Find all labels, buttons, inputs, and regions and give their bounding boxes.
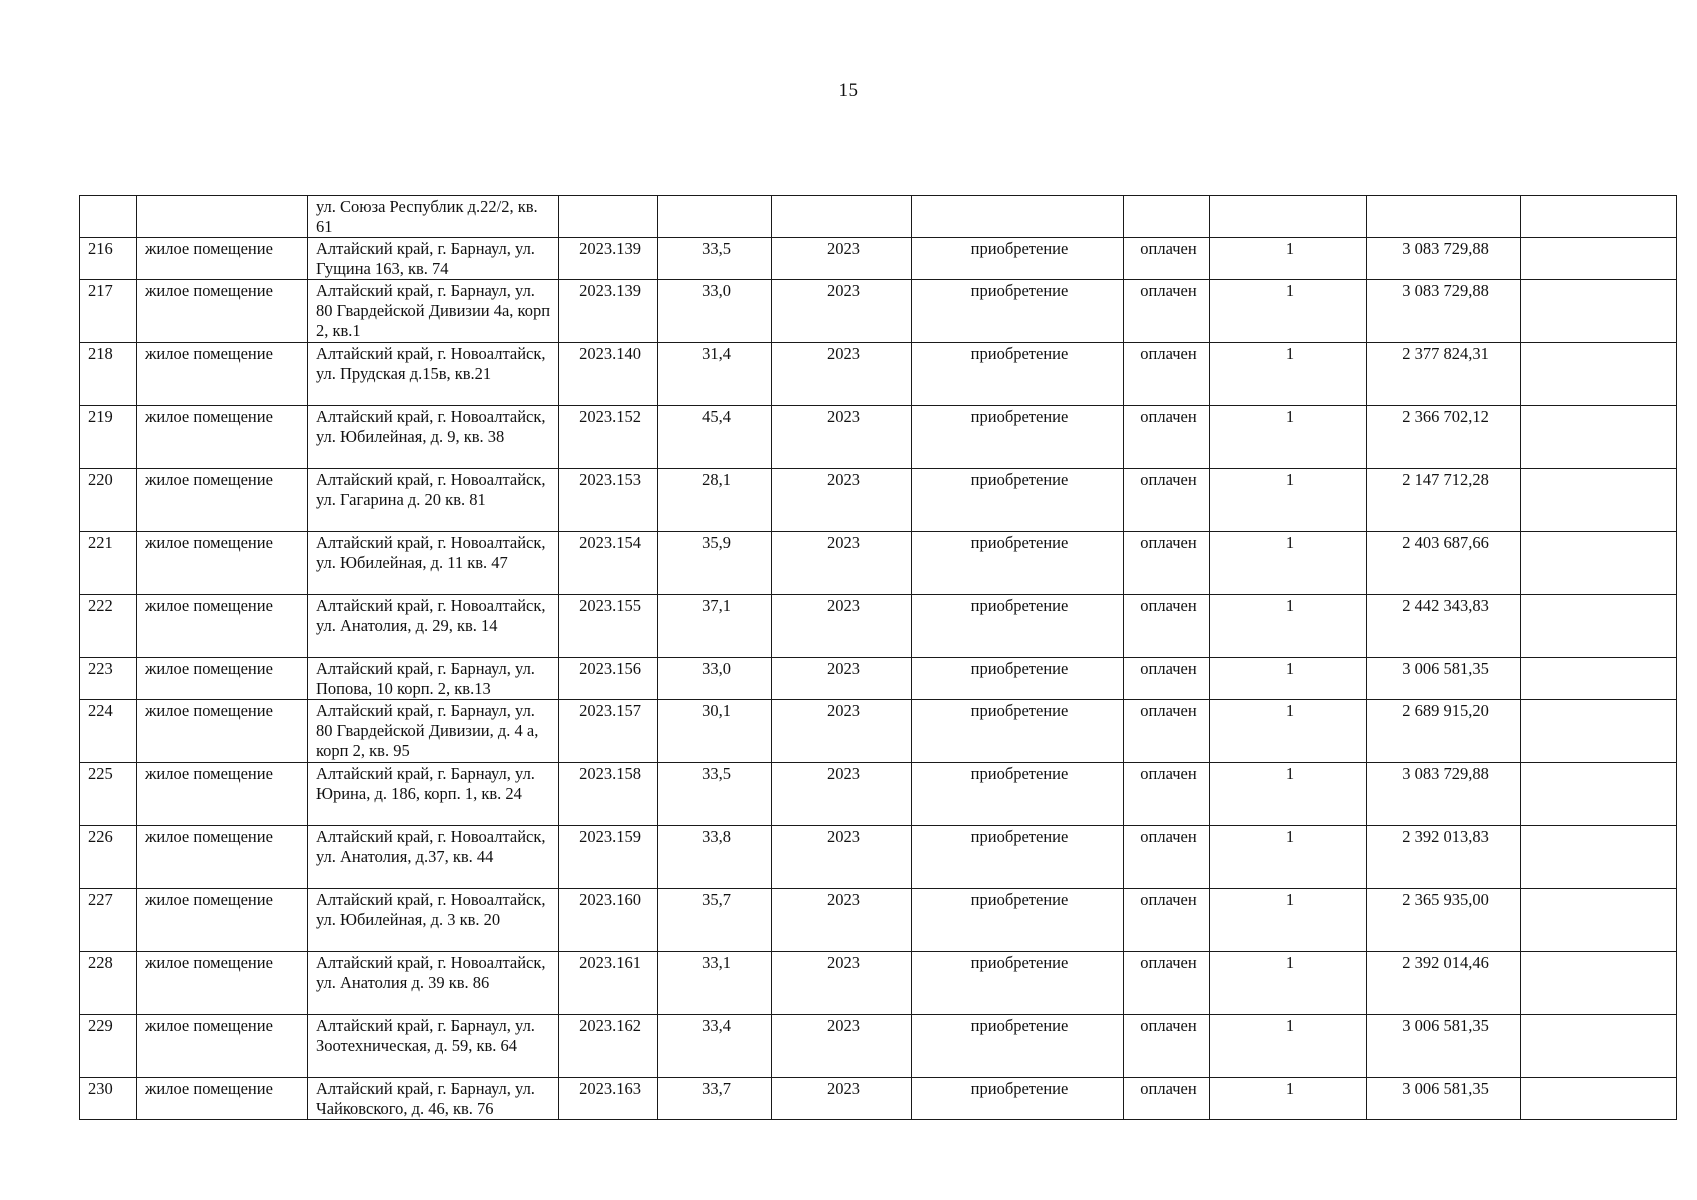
cell-note (1521, 658, 1677, 700)
cell-status: оплачен (1124, 406, 1210, 469)
table-row (80, 1015, 1677, 1078)
cell-area: 35,9 (658, 532, 772, 595)
cell-num: 227 (80, 889, 137, 952)
cell-status: оплачен (1124, 952, 1210, 1015)
cell-sum: 3 083 729,88 (1367, 763, 1521, 826)
cell-qty: 1 (1210, 763, 1367, 826)
cell-basis: приобретение (912, 469, 1124, 532)
cell-num: 218 (80, 343, 137, 406)
cell-year: 2023 (772, 826, 912, 889)
cell-note (1521, 1015, 1677, 1078)
cell-num: 220 (80, 469, 137, 532)
cell-code: 2023.154 (559, 532, 658, 595)
cell-sum: 2 365 935,00 (1367, 889, 1521, 952)
cell-code: 2023.153 (559, 469, 658, 532)
cell-basis: приобретение (912, 343, 1124, 406)
cell-status: оплачен (1124, 658, 1210, 700)
cell-note (1521, 343, 1677, 406)
cell-qty: 1 (1210, 889, 1367, 952)
cell-year: 2023 (772, 658, 912, 700)
table-row (80, 343, 1677, 406)
cell-address: Алтайский край, г. Новоалтайск, ул. Гагарина д. 20 кв. 81 (308, 469, 559, 532)
cell-qty: 1 (1210, 826, 1367, 889)
table-row (80, 952, 1677, 1015)
cell-note (1521, 196, 1677, 238)
cell-num: 226 (80, 826, 137, 889)
cell-qty: 1 (1210, 658, 1367, 700)
cell-year: 2023 (772, 406, 912, 469)
cell-basis: приобретение (912, 763, 1124, 826)
cell-note (1521, 763, 1677, 826)
cell-status: оплачен (1124, 700, 1210, 763)
cell-year: 2023 (772, 763, 912, 826)
cell-sum: 2 392 013,83 (1367, 826, 1521, 889)
table-row (80, 763, 1677, 826)
cell-year: 2023 (772, 280, 912, 343)
table-row (80, 658, 1677, 700)
cell-year: 2023 (772, 1015, 912, 1078)
cell-area: 33,1 (658, 952, 772, 1015)
cell-status: оплачен (1124, 1078, 1210, 1120)
cell-qty: 1 (1210, 280, 1367, 343)
cell-num: 225 (80, 763, 137, 826)
cell-num (80, 196, 137, 238)
cell-code: 2023.152 (559, 406, 658, 469)
cell-note (1521, 889, 1677, 952)
cell-note (1521, 406, 1677, 469)
cell-address: Алтайский край, г. Барнаул, ул. Чайковского, д. 46, кв. 76 (308, 1078, 559, 1120)
cell-address: Алтайский край, г. Новоалтайск, ул. Юбилейная, д. 11 кв. 47 (308, 532, 559, 595)
cell-year: 2023 (772, 595, 912, 658)
cell-address: ул. Союза Республик д.22/2, кв. 61 (308, 196, 559, 238)
cell-num: 223 (80, 658, 137, 700)
table-row (80, 280, 1677, 343)
cell-note (1521, 595, 1677, 658)
cell-type: жилое помещение (137, 238, 308, 280)
cell-area: 37,1 (658, 595, 772, 658)
cell-sum: 2 403 687,66 (1367, 532, 1521, 595)
cell-status: оплачен (1124, 889, 1210, 952)
cell-address: Алтайский край, г. Новоалтайск, ул. Анатолия, д. 29, кв. 14 (308, 595, 559, 658)
cell-sum: 2 689 915,20 (1367, 700, 1521, 763)
cell-year: 2023 (772, 952, 912, 1015)
cell-code: 2023.162 (559, 1015, 658, 1078)
cell-address: Алтайский край, г. Барнаул, ул. Юрина, д. 186, корп. 1, кв. 24 (308, 763, 559, 826)
cell-num: 219 (80, 406, 137, 469)
property-registry-table (79, 195, 1677, 1120)
cell-basis: приобретение (912, 1078, 1124, 1120)
cell-code: 2023.159 (559, 826, 658, 889)
cell-note (1521, 469, 1677, 532)
cell-basis: приобретение (912, 1015, 1124, 1078)
cell-num: 230 (80, 1078, 137, 1120)
cell-status: оплачен (1124, 763, 1210, 826)
cell-qty: 1 (1210, 952, 1367, 1015)
cell-status (1124, 196, 1210, 238)
cell-sum: 3 006 581,35 (1367, 658, 1521, 700)
cell-address: Алтайский край, г. Барнаул, ул. Гущина 163, кв. 74 (308, 238, 559, 280)
cell-type: жилое помещение (137, 658, 308, 700)
cell-qty: 1 (1210, 343, 1367, 406)
cell-address: Алтайский край, г. Новоалтайск, ул. Юбилейная, д. 3 кв. 20 (308, 889, 559, 952)
cell-address: Алтайский край, г. Новоалтайск, ул. Анатолия д. 39 кв. 86 (308, 952, 559, 1015)
table-row (80, 826, 1677, 889)
cell-sum: 3 083 729,88 (1367, 280, 1521, 343)
cell-code: 2023.163 (559, 1078, 658, 1120)
cell-qty: 1 (1210, 595, 1367, 658)
cell-code: 2023.161 (559, 952, 658, 1015)
cell-sum: 2 377 824,31 (1367, 343, 1521, 406)
cell-num: 222 (80, 595, 137, 658)
cell-type: жилое помещение (137, 406, 308, 469)
cell-num: 224 (80, 700, 137, 763)
cell-type: жилое помещение (137, 826, 308, 889)
cell-note (1521, 1078, 1677, 1120)
cell-note (1521, 952, 1677, 1015)
cell-basis (912, 196, 1124, 238)
cell-area (658, 196, 772, 238)
table-row (80, 700, 1677, 763)
table-row (80, 469, 1677, 532)
table-row-continuation (80, 196, 1677, 238)
cell-num: 217 (80, 280, 137, 343)
cell-year: 2023 (772, 343, 912, 406)
cell-qty: 1 (1210, 406, 1367, 469)
cell-qty: 1 (1210, 1015, 1367, 1078)
table-row (80, 1078, 1677, 1120)
cell-basis: приобретение (912, 826, 1124, 889)
cell-status: оплачен (1124, 238, 1210, 280)
cell-sum: 3 006 581,35 (1367, 1015, 1521, 1078)
cell-qty: 1 (1210, 700, 1367, 763)
cell-type: жилое помещение (137, 280, 308, 343)
cell-status: оплачен (1124, 469, 1210, 532)
cell-status: оплачен (1124, 532, 1210, 595)
cell-type: жилое помещение (137, 889, 308, 952)
cell-code: 2023.157 (559, 700, 658, 763)
cell-year: 2023 (772, 532, 912, 595)
cell-code: 2023.160 (559, 889, 658, 952)
cell-code: 2023.139 (559, 280, 658, 343)
table-row (80, 532, 1677, 595)
cell-type: жилое помещение (137, 532, 308, 595)
cell-type: жилое помещение (137, 343, 308, 406)
cell-basis: приобретение (912, 952, 1124, 1015)
cell-basis: приобретение (912, 700, 1124, 763)
cell-area: 45,4 (658, 406, 772, 469)
cell-type: жилое помещение (137, 1015, 308, 1078)
cell-note (1521, 238, 1677, 280)
table-row (80, 889, 1677, 952)
cell-type: жилое помещение (137, 952, 308, 1015)
cell-qty: 1 (1210, 532, 1367, 595)
cell-address: Алтайский край, г. Новоалтайск, ул. Прудская д.15в, кв.21 (308, 343, 559, 406)
cell-sum: 2 366 702,12 (1367, 406, 1521, 469)
cell-status: оплачен (1124, 826, 1210, 889)
cell-year: 2023 (772, 889, 912, 952)
cell-num: 228 (80, 952, 137, 1015)
cell-sum: 2 442 343,83 (1367, 595, 1521, 658)
cell-note (1521, 826, 1677, 889)
cell-note (1521, 700, 1677, 763)
table-row (80, 595, 1677, 658)
cell-num: 229 (80, 1015, 137, 1078)
cell-basis: приобретение (912, 532, 1124, 595)
cell-qty: 1 (1210, 469, 1367, 532)
cell-basis: приобретение (912, 595, 1124, 658)
cell-area: 33,5 (658, 763, 772, 826)
page-number: 15 (838, 80, 859, 101)
cell-code: 2023.155 (559, 595, 658, 658)
cell-status: оплачен (1124, 1015, 1210, 1078)
cell-area: 33,4 (658, 1015, 772, 1078)
cell-basis: приобретение (912, 658, 1124, 700)
cell-year: 2023 (772, 1078, 912, 1120)
cell-num: 221 (80, 532, 137, 595)
cell-year: 2023 (772, 238, 912, 280)
cell-code (559, 196, 658, 238)
cell-sum: 2 392 014,46 (1367, 952, 1521, 1015)
cell-qty (1210, 196, 1367, 238)
cell-note (1521, 532, 1677, 595)
cell-type: жилое помещение (137, 700, 308, 763)
cell-address: Алтайский край, г. Барнаул, ул. 80 Гвардейской Дивизии, д. 4 а, корп 2, кв. 95 (308, 700, 559, 763)
cell-area: 33,0 (658, 280, 772, 343)
cell-type: жилое помещение (137, 469, 308, 532)
cell-year: 2023 (772, 469, 912, 532)
cell-basis: приобретение (912, 889, 1124, 952)
cell-code: 2023.158 (559, 763, 658, 826)
cell-note (1521, 280, 1677, 343)
cell-area: 28,1 (658, 469, 772, 532)
cell-status: оплачен (1124, 280, 1210, 343)
cell-type: жилое помещение (137, 763, 308, 826)
cell-qty: 1 (1210, 238, 1367, 280)
cell-year: 2023 (772, 700, 912, 763)
cell-address: Алтайский край, г. Барнаул, ул. Зоотехническая, д. 59, кв. 64 (308, 1015, 559, 1078)
cell-area: 35,7 (658, 889, 772, 952)
cell-status: оплачен (1124, 343, 1210, 406)
cell-address: Алтайский край, г. Барнаул, ул. 80 Гвардейской Дивизии 4а, корп 2, кв.1 (308, 280, 559, 343)
cell-sum: 2 147 712,28 (1367, 469, 1521, 532)
cell-basis: приобретение (912, 238, 1124, 280)
cell-status: оплачен (1124, 595, 1210, 658)
cell-area: 33,7 (658, 1078, 772, 1120)
cell-area: 33,5 (658, 238, 772, 280)
cell-area: 31,4 (658, 343, 772, 406)
cell-sum: 3 083 729,88 (1367, 238, 1521, 280)
cell-type: жилое помещение (137, 1078, 308, 1120)
cell-code: 2023.156 (559, 658, 658, 700)
cell-area: 33,8 (658, 826, 772, 889)
cell-basis: приобретение (912, 280, 1124, 343)
cell-type (137, 196, 308, 238)
cell-basis: приобретение (912, 406, 1124, 469)
cell-sum: 3 006 581,35 (1367, 1078, 1521, 1120)
cell-address: Алтайский край, г. Барнаул, ул. Попова, 10 корп. 2, кв.13 (308, 658, 559, 700)
cell-num: 216 (80, 238, 137, 280)
cell-code: 2023.140 (559, 343, 658, 406)
table-row (80, 238, 1677, 280)
cell-sum (1367, 196, 1521, 238)
cell-address: Алтайский край, г. Новоалтайск, ул. Юбилейная, д. 9, кв. 38 (308, 406, 559, 469)
cell-code: 2023.139 (559, 238, 658, 280)
cell-address: Алтайский край, г. Новоалтайск, ул. Анатолия, д.37, кв. 44 (308, 826, 559, 889)
table-row (80, 406, 1677, 469)
cell-area: 30,1 (658, 700, 772, 763)
cell-qty: 1 (1210, 1078, 1367, 1120)
cell-type: жилое помещение (137, 595, 308, 658)
cell-area: 33,0 (658, 658, 772, 700)
cell-year (772, 196, 912, 238)
